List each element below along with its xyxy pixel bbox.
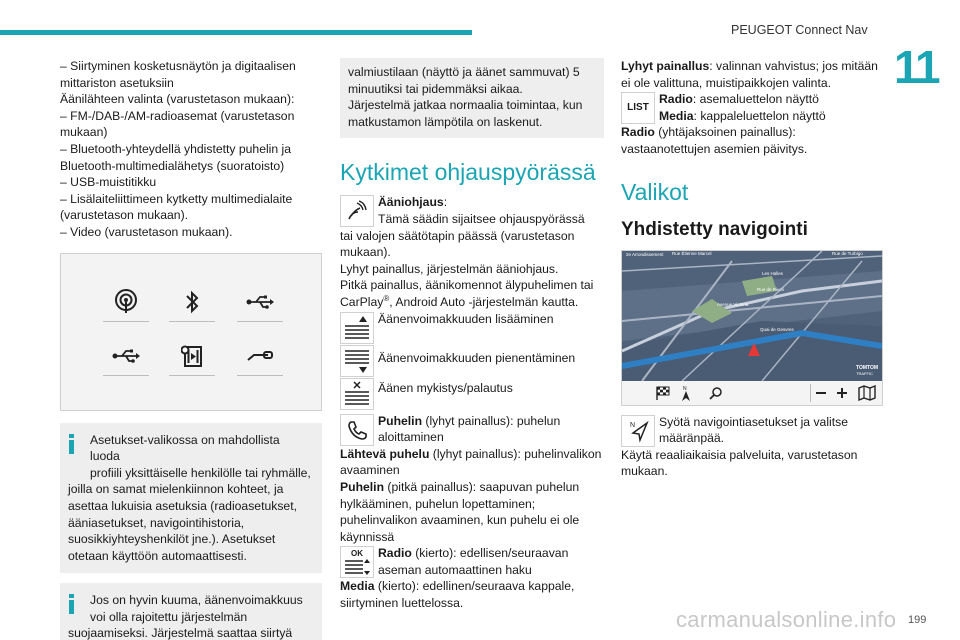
text-line: käynnissä <box>340 529 395 544</box>
svg-text:N: N <box>683 385 687 392</box>
text-line: aloittaminen <box>378 430 444 445</box>
svg-text:N: N <box>630 421 636 429</box>
subsection-heading: Yhdistetty navigointi <box>621 218 808 240</box>
voice-command-icon <box>340 195 374 227</box>
text-line: ei ole valittuna, muistipaikkojen valinta. <box>621 75 832 90</box>
phone-label: Puhelin <box>378 413 423 428</box>
list-button-icon <box>621 92 655 124</box>
registered-mark: ® <box>383 293 390 303</box>
column-3 <box>621 58 885 480</box>
mute-wheel-icon <box>340 378 374 410</box>
header-accent-bar <box>0 30 472 35</box>
search-icon[interactable] <box>709 386 723 405</box>
compass-north-icon[interactable] <box>680 385 692 406</box>
info-icon <box>69 594 74 614</box>
navigation-item <box>621 414 885 447</box>
mute-item <box>340 377 604 410</box>
media-label: Media <box>340 579 375 594</box>
text-line: – Lisälaiteliittimeen kytketty multimedialaite <box>60 191 293 206</box>
text-line: voi olla rajoitettu järjestelmän <box>90 609 248 624</box>
usb-icon <box>99 336 153 376</box>
text-line: : valinnan vahvistus; jos mitään <box>709 59 878 73</box>
text-line: (varustetason mukaan). <box>60 208 189 223</box>
media-label: Media <box>659 108 694 123</box>
volume-up-wheel-icon <box>340 312 374 344</box>
info-box-heat <box>60 583 322 640</box>
text-line: (pitkä painallus): saapuvan puhelun <box>384 479 580 494</box>
voice-label: Ääniohjaus <box>378 195 444 210</box>
text-line: suosikkiyhteyshenkilöt jne.). Asetukset <box>68 532 276 547</box>
map-label: Rue de Turbigo <box>832 250 863 256</box>
header-title: PEUGEOT Connect Nav <box>731 23 868 37</box>
text-line: mukaan) <box>60 125 108 140</box>
map-label: Rue de Rivoli <box>757 286 784 292</box>
destination-flag-icon[interactable] <box>656 386 670 405</box>
media-source-panel <box>60 253 322 411</box>
map-view-icon[interactable] <box>858 385 876 406</box>
zoom-in-icon[interactable] <box>836 386 848 405</box>
chapter-number: 11 <box>894 41 939 93</box>
column-1 <box>60 58 322 640</box>
navigation-map-screenshot <box>621 250 883 406</box>
traffic-label: TRAFFIC <box>856 370 873 376</box>
mirrorscreen-icon <box>99 282 153 322</box>
text-line: profiili yksittäiselle henkilölle tai ryhmälle, <box>90 465 311 480</box>
phone-item <box>340 413 604 546</box>
radio-label: Radio <box>659 92 693 107</box>
phone-icon <box>340 414 374 446</box>
map-image <box>622 251 882 381</box>
voice-colon: : <box>443 195 448 210</box>
map-toolbar <box>622 381 882 406</box>
text-line: puhelinvalikon avaaminen, kun puhelu ei ole <box>340 513 580 528</box>
map-label: Rue Étienne Marcel <box>672 250 712 256</box>
text-line: hylkääminen, puhelun lopettaminen; <box>340 496 536 511</box>
text-line: ääniasetukset, navigointihistoria, <box>68 515 245 530</box>
text-line: : asemaluettelon näyttö <box>692 92 819 107</box>
zoom-out-icon[interactable] <box>815 386 827 405</box>
text-line: suojaamiseksi. Järjestelmä saattaa siirtyä <box>68 626 293 640</box>
text-line: (lyhyt painallus): puhelinvalikon <box>429 446 602 461</box>
text-line: siirtyminen luettelossa. <box>340 596 464 611</box>
column-2 <box>340 58 604 612</box>
bluetooth-icon <box>165 282 219 322</box>
info-icon <box>69 434 74 454</box>
volume-down-item <box>340 344 604 377</box>
phone-label: Puhelin <box>340 479 385 494</box>
section-heading: Valikot <box>621 178 689 205</box>
text-line: Asetukset-valikossa on mahdollista luoda <box>90 432 280 464</box>
source-list <box>60 58 322 241</box>
toolbar-divider <box>810 384 811 402</box>
tomtom-logo: TOMTOM <box>856 364 879 371</box>
ok-label: OK <box>351 548 363 558</box>
text-line: Äänenvoimakkuuden lisääminen <box>378 311 554 326</box>
text-line: – Bluetooth-yhteydellä yhdistetty puhelin ja <box>60 141 292 156</box>
info-box-continued <box>340 58 604 138</box>
navigation-compass-icon <box>621 415 655 447</box>
list-label: LIST <box>627 101 649 113</box>
text-line: (kierto): edellisen/seuraavan <box>411 546 569 561</box>
text-line: – FM-/DAB-/AM-radioasemat (varustetason <box>60 108 295 123</box>
short-press-label: Lyhyt painallus <box>621 59 710 73</box>
text-line: (kierto): edellinen/seuraava kappale, <box>374 579 575 594</box>
text-line: (yhtäjaksoinen painallus): <box>654 125 796 140</box>
map-label: 2e Arrondissement <box>626 251 664 257</box>
section-heading: Kytkimet ohjauspyörässä <box>340 159 596 186</box>
text-line: tai valojen säätötapin päässä (varustetason <box>340 228 575 243</box>
video-icon <box>165 336 219 376</box>
text-line: Äänen mykistys/palautus <box>378 380 513 395</box>
volume-down-wheel-icon <box>340 345 374 377</box>
text-line: asettaa lukuisia asetuksia (radioasetukset, <box>68 498 297 513</box>
text-line: joilla on samat mielenkiinnon kohteet, ja <box>68 482 284 497</box>
list-button-item <box>621 91 885 124</box>
radio-label: Radio <box>621 125 655 140</box>
text-line: – Video (varustetason mukaan). <box>60 224 233 239</box>
text-line: matkustamon lämpötila on laskenut. <box>348 114 543 129</box>
text-line: – Siirtyminen kosketusnäytön ja digitaalisen <box>60 59 296 73</box>
radio-label: Radio <box>378 546 412 561</box>
text-line: aseman automaattinen haku <box>378 562 532 577</box>
text-line: Syötä navigointiasetukset ja valitse <box>659 414 849 429</box>
text-line: minuutiksi tai pidemmäksi aikaa. <box>348 81 523 96</box>
map-label: Les Halles <box>762 270 784 276</box>
text-line: Pitkä painallus, äänikomennot älypuhelimen tai <box>340 278 594 293</box>
voice-control-item <box>340 194 604 310</box>
text-line: valmiustilaan (näyttö ja äänet sammuvat) 5 <box>348 65 580 79</box>
map-label: Quai de Gesvres <box>760 326 794 332</box>
text-line: avaaminen <box>340 463 400 478</box>
text-line: mittariston asetuksiin <box>60 75 174 90</box>
text-carplay: CarPlay <box>340 294 384 309</box>
text-line: mukaan. <box>621 464 668 479</box>
text-line: : kappaleluettelon näyttö <box>693 108 826 123</box>
text-line: otetaan käyttöön automaattisesti. <box>68 548 247 563</box>
text-line: Äänenvoimakkuuden pienentäminen <box>378 350 576 365</box>
page-number: 199 <box>908 614 927 626</box>
text-line: Lyhyt painallus, järjestelmän ääniohjaus. <box>340 261 559 276</box>
text-line: Jos on hyvin kuuma, äänenvoimakkuus <box>90 593 303 608</box>
usb-icon <box>233 282 287 322</box>
text-line: (lyhyt painallus): puhelun <box>422 413 561 428</box>
radio-wheel-item <box>340 545 604 611</box>
watermark: carmanualsonline.info <box>676 607 897 632</box>
text-line: Järjestelmä jatkaa normaalia toimintaa, kun <box>348 98 583 113</box>
text-line: Tämä säädin sijaitsee ohjauspyörässä <box>378 211 585 226</box>
volume-up-item <box>340 311 604 344</box>
text-line: Bluetooth-multimedialähetys (suoratoisto) <box>60 158 285 173</box>
text-line: määränpää. <box>659 431 725 446</box>
ok-wheel-icon <box>340 546 374 578</box>
text-line: vastaanotettujen asemien päivitys. <box>621 141 808 156</box>
text-line: Käytä reaaliaikaisia palveluita, varustetason <box>621 447 858 462</box>
text-line: mukaan). <box>340 245 391 260</box>
outgoing-call-label: Lähtevä puhelu <box>340 446 430 461</box>
info-box-profiles <box>60 423 322 574</box>
text-line: – USB-muistitikku <box>60 175 157 190</box>
aux-jack-icon <box>233 336 287 376</box>
text-line: , Android Auto -järjestelmän kautta. <box>389 294 579 309</box>
map-label: Avenue Victoria <box>717 301 749 307</box>
text-line: Äänilähteen valinta (varustetason mukaan): <box>60 92 295 107</box>
